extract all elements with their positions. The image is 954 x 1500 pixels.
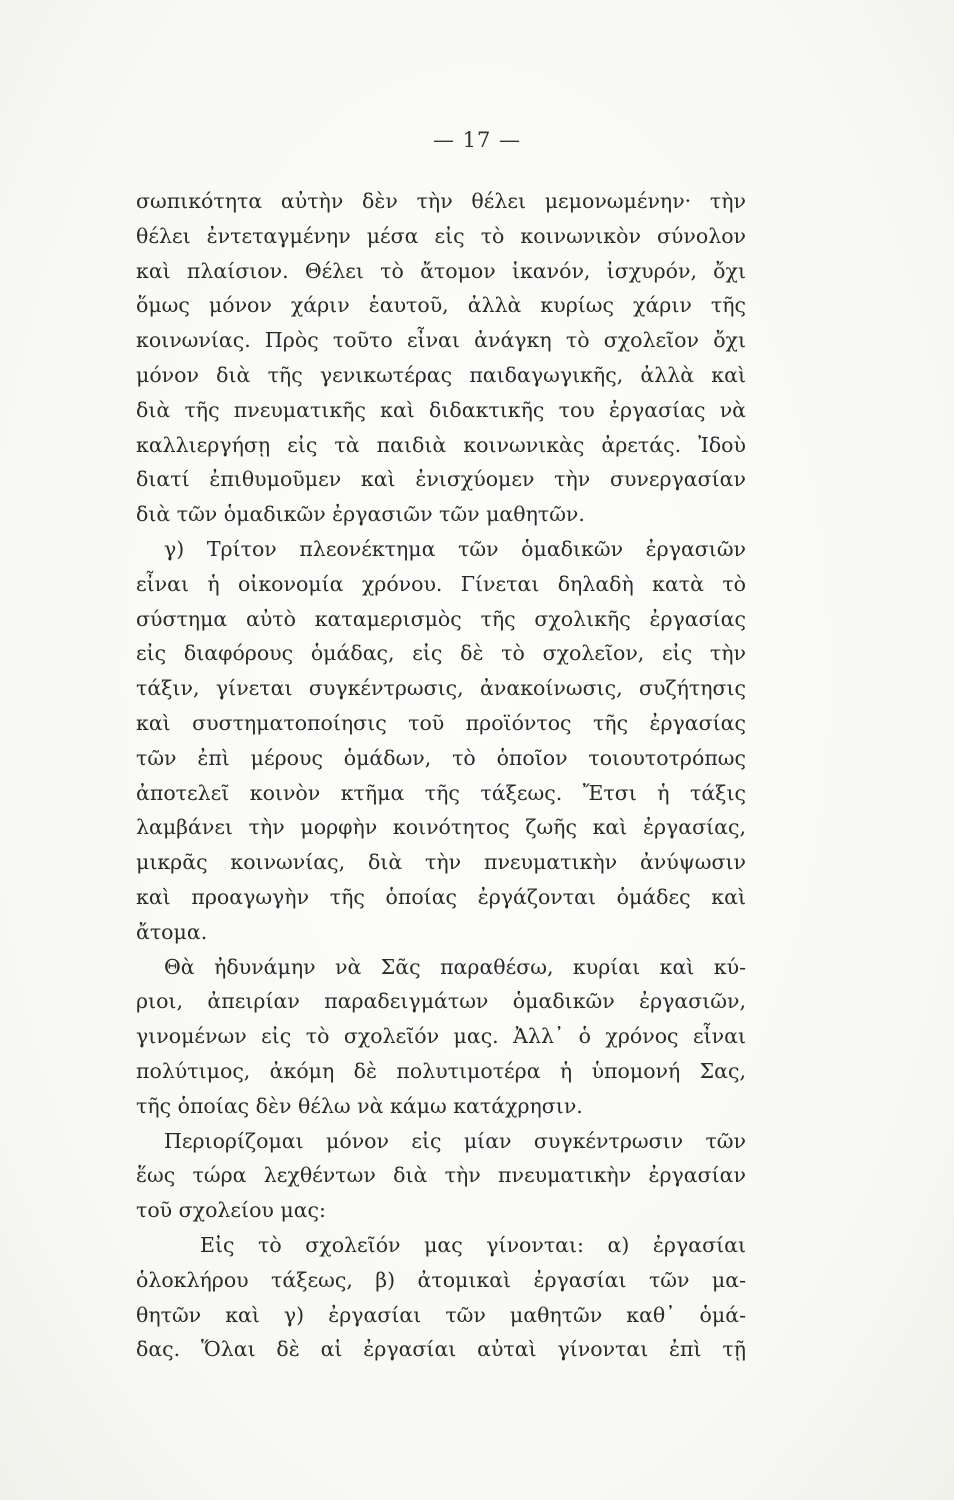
- text-line: σωπικότητα αὐτὴν δὲν τὴν θέλει μεμονωμένην· τὴν: [136, 189, 746, 213]
- text-line: λαμβάνει τὴν μορφὴν κοινότητος ζωῆς καὶ ἐργασίας,: [136, 815, 746, 840]
- text-line: εἶναι ἡ οἰκονομία χρόνου. Γίνεται δηλαδὴ κατὰ τὸ: [136, 571, 746, 596]
- text-line: διὰ τῶν ὁμαδικῶν ἐργασιῶν τῶν μαθητῶν.: [136, 502, 585, 527]
- text-line: γ) Τρίτον πλεονέκτημα τῶν ὁμαδικῶν ἐργασιῶν: [164, 536, 746, 561]
- text-line: τῆς ὁποίας δὲν θέλω νὰ κάμω κατάχρησιν.: [136, 1093, 583, 1118]
- text-line: Περιορίζομαι μόνον εἰς μίαν συγκέντρωσιν τῶν: [164, 1128, 746, 1153]
- text-line: μόνον διὰ τῆς γενικωτέρας παιδαγωγικῆς, ἀλλὰ καὶ: [136, 362, 746, 387]
- text-line: κοινωνίας. Πρὸς τοῦτο εἶναι ἀνάγκη τὸ σχολεῖον ὄχι: [136, 328, 746, 353]
- text-line: σύστημα αὐτὸ καταμερισμὸς τῆς σχολικῆς ἐργασίας: [136, 606, 746, 631]
- text-line: εἰς διαφόρους ὁμάδας, εἰς δὲ τὸ σχολεῖον, εἰς τὴν: [136, 641, 746, 666]
- text-line: καὶ προαγωγὴν τῆς ὁποίας ἐργάζονται ὁμάδες καὶ: [136, 884, 746, 909]
- text-line: θητῶν καὶ γ) ἐργασίαι τῶν μαθητῶν καθ᾿ ὁμά-: [136, 1302, 746, 1327]
- text-line: δας. Ὅλαι δὲ αἱ ἐργασίαι αὐταὶ γίνονται ἐπὶ τῇ: [136, 1337, 746, 1362]
- text-line: πολύτιμος, ἀκόμη δὲ πολυτιμοτέρα ἡ ὑπομονή Σας,: [136, 1058, 746, 1083]
- text-line: θέλει ἐντεταγμένην μέσα εἰς τὸ κοινωνικὸν σύνολον: [136, 223, 746, 248]
- page-number: — 17 —: [432, 128, 522, 152]
- text-line: ἀποτελεῖ κοινὸν κτῆμα τῆς τάξεως. Ἔτσι ἡ τάξις: [136, 780, 746, 805]
- text-line: Θὰ ἠδυνάμην νὰ Σᾶς παραθέσω, κυρίαι καὶ κύ-: [164, 954, 746, 979]
- text-line: καὶ πλαίσιον. Θέλει τὸ ἄτομον ἱκανόν, ἰσχυρόν, ὄχι: [136, 258, 746, 283]
- text-line: ριοι, ἀπειρίαν παραδειγμάτων ὁμαδικῶν ἐργασιῶν,: [136, 989, 746, 1014]
- text-body: [136, 184, 746, 1367]
- text-line: τῶν ἐπὶ μέρους ὁμάδων, τὸ ὁποῖον τοιουτοτρόπως: [136, 745, 746, 770]
- text-line: τάξιν, γίνεται συγκέντρωσις, ἀνακοίνωσις, συζήτησις: [136, 676, 746, 701]
- text-line: ὅμως μόνον χάριν ἑαυτοῦ, ἀλλὰ κυρίως χάριν τῆς: [136, 293, 746, 318]
- text-line: καὶ συστηματοποίησις τοῦ προϊόντος τῆς ἐργασίας: [136, 710, 746, 735]
- text-line: ἄτομα.: [136, 919, 208, 944]
- text-line: τοῦ σχολείου μας:: [136, 1198, 326, 1223]
- text-line: καλλιεργήσῃ εἰς τὰ παιδιὰ κοινωνικὰς ἀρετάς. Ἰδοὺ: [136, 432, 746, 457]
- text-line: διὰ τῆς πνευματικῆς καὶ διδακτικῆς του ἐργασίας νὰ: [136, 397, 746, 422]
- text-line: ὁλοκλήρου τάξεως, β) ἀτομικαὶ ἐργασίαι τῶν μα-: [136, 1267, 746, 1292]
- text-line: ἕως τώρα λεχθέντων διὰ τὴν πνευματικὴν ἐργασίαν: [136, 1163, 746, 1188]
- text-line: διατί ἐπιθυμοῦμεν καὶ ἐνισχύομεν τὴν συνεργασίαν: [136, 467, 746, 492]
- text-line: γινομένων εἰς τὸ σχολεῖόν μας. Ἀλλ᾿ ὁ χρόνος εἶναι: [136, 1024, 746, 1049]
- text-line: Εἰς τὸ σχολεῖόν μας γίνονται: α) ἐργασίαι: [200, 1232, 746, 1257]
- text-line: μικρᾶς κοινωνίας, διὰ τὴν πνευματικὴν ἀνύψωσιν: [136, 850, 746, 875]
